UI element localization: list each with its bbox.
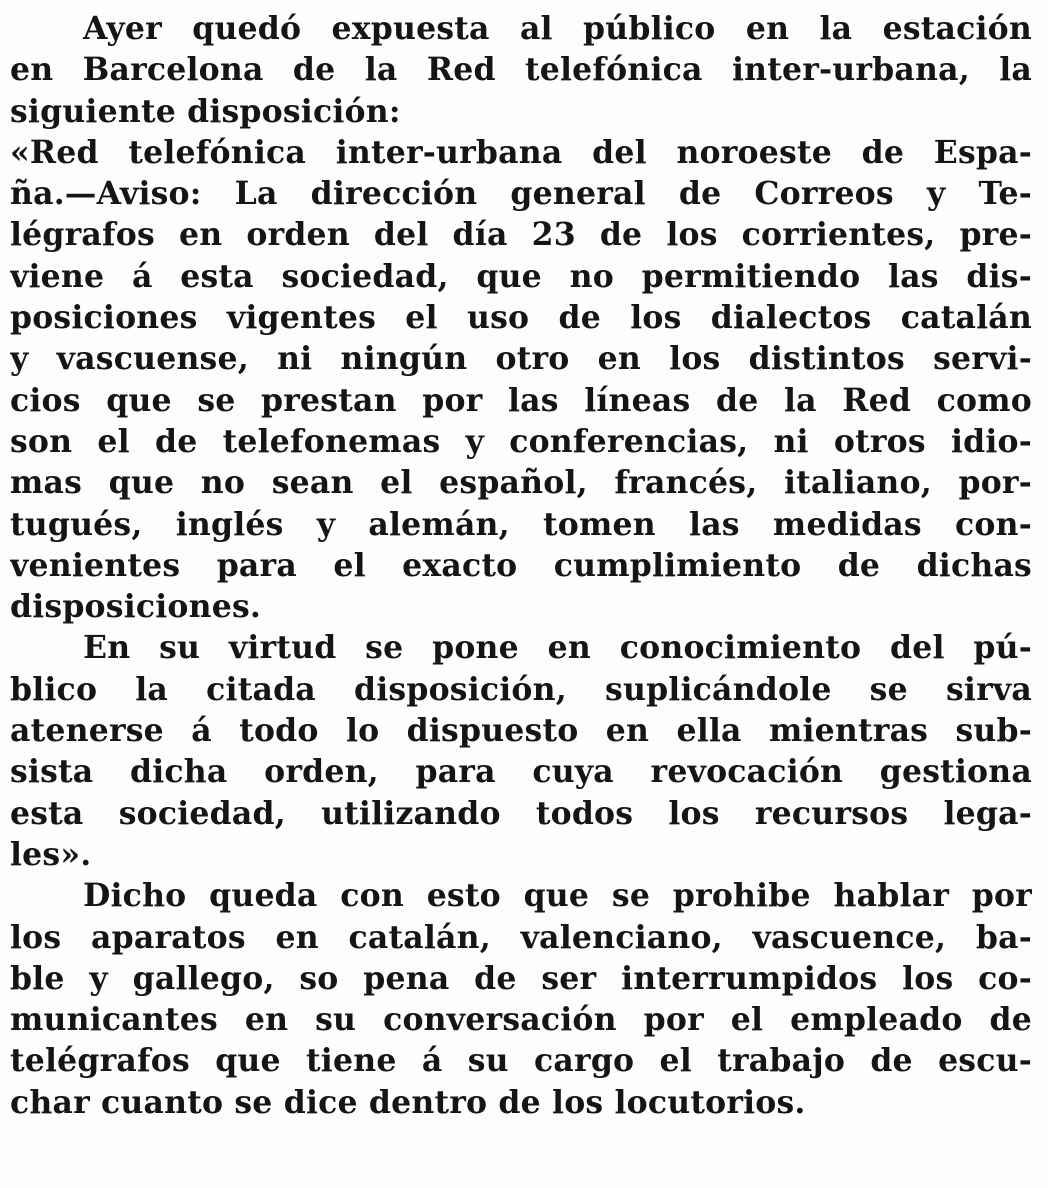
- text-line: légrafos en orden del día 23 de los corrientes, pre-: [10, 216, 1032, 254]
- text-line: char cuanto se dice dentro de los locutorios.: [10, 1083, 806, 1121]
- paragraph-4: [10, 875, 1032, 1123]
- text-line: en Barcelona de la Red telefónica inter-urbana, la: [10, 51, 1032, 89]
- text-line: son el de telefonemas y conferencias, ni otros idio-: [10, 422, 1032, 460]
- text-line: ña.—Aviso: La dirección general de Correos y Te-: [10, 175, 1032, 213]
- text-line: En su virtud se pone en conocimiento del pú-: [83, 629, 1032, 667]
- text-line: telégrafos que tiene á su cargo el trabajo de escu-: [10, 1042, 1032, 1080]
- text-line: les».: [10, 835, 92, 873]
- text-line: «Red telefónica inter-urbana del noroeste de Espa-: [10, 133, 1032, 171]
- text-line: venientes para el exacto cumplimiento de dichas: [10, 546, 1032, 584]
- text-line: los aparatos en catalán, valenciano, vascuence, ba-: [10, 918, 1032, 956]
- text-line: Ayer quedó expuesta al público en la estación: [83, 10, 1032, 47]
- text-line: siguiente disposición:: [10, 92, 401, 130]
- text-line: municantes en su conversación por el empleado de: [10, 1001, 1032, 1039]
- text-line: Dicho queda con esto que se prohibe hablar por: [83, 877, 1032, 915]
- text-line: tugués, inglés y alemán, tomen las medidas con-: [10, 505, 1032, 543]
- article-text: [10, 8, 1032, 1123]
- text-line: sista dicha orden, para cuya revocación gestiona: [10, 753, 1032, 791]
- paragraph-1: [10, 8, 1032, 132]
- text-line: esta sociedad, utilizando todos los recursos lega-: [10, 794, 1032, 832]
- text-line: disposiciones.: [10, 588, 262, 626]
- text-line: atenerse á todo lo dispuesto en ella mientras sub-: [10, 712, 1032, 750]
- text-line: viene á esta sociedad, que no permitiendo las dis-: [10, 257, 1032, 295]
- text-line: blico la citada disposición, suplicándole se sirva: [10, 670, 1032, 708]
- text-line: posiciones vigentes el uso de los dialectos catalán: [10, 299, 1032, 337]
- paragraph-2: [10, 132, 1032, 628]
- text-line: ble y gallego, so pena de ser interrumpidos los co-: [10, 959, 1032, 997]
- text-line: cios que se prestan por las líneas de la Red como: [10, 381, 1032, 419]
- text-line: mas que no sean el español, francés, italiano, por-: [10, 464, 1032, 502]
- paragraph-3: [10, 627, 1032, 875]
- text-line: y vascuense, ni ningún otro en los distintos servi-: [10, 340, 1032, 378]
